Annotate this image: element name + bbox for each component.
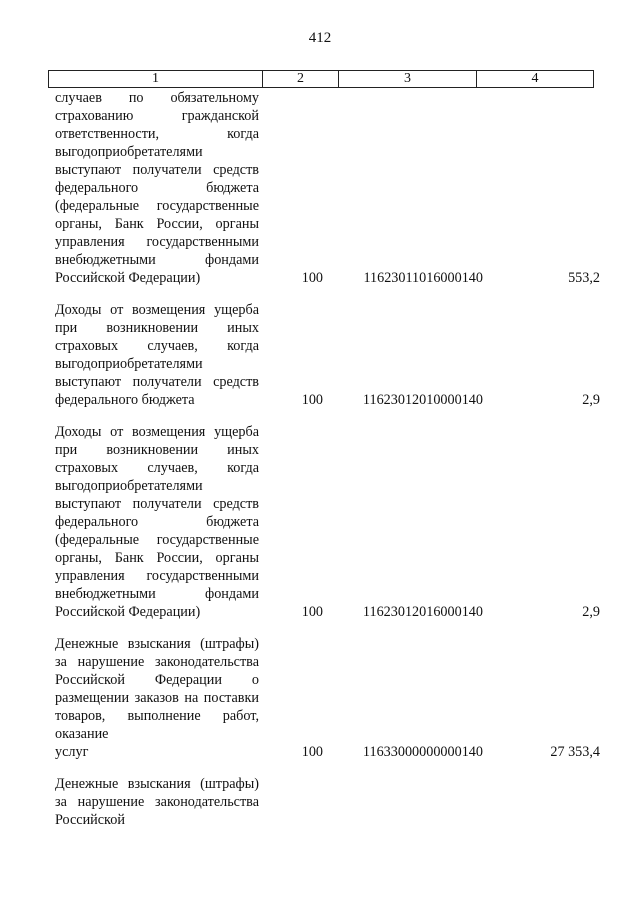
header-col-3: 3 <box>339 71 477 87</box>
table-header <box>48 70 594 88</box>
row-admin-code: 100 <box>301 270 323 286</box>
table-row <box>55 635 600 761</box>
row-kbk-code: 11633000000000140 <box>362 744 483 760</box>
header-col-4: 4 <box>531 71 539 86</box>
page-number: 412 <box>308 30 332 46</box>
row-admin-code: 100 <box>301 604 323 620</box>
row-description <box>55 775 259 829</box>
row-description-last-line: Российской Федерации) <box>55 604 201 620</box>
row-description-text: Доходы от возмещения ущерба при возникновении иных страховых случаев, когда выгодоприобретателями выступают получатели средств <box>55 302 259 390</box>
row-description-text: Денежные взыскания (штрафы) за нарушение законодательства Российской Федерации о размещении заказов на поставки товаров, выполнение работ, оказание <box>55 636 259 742</box>
table-row <box>55 775 600 829</box>
row-admin-code: 100 <box>301 744 323 760</box>
row-description <box>55 89 259 287</box>
row-amount: 27 353,4 <box>550 744 600 760</box>
row-admin-code: 100 <box>301 392 323 408</box>
row-description-text: Доходы от возмещения ущерба при возникновении иных страховых случаев, когда выгодоприобретателями выступают получатели средств федерального бюджета (федеральные государственные органы, Банк России, органы управления государственными внебюджетными фондами <box>55 424 259 602</box>
row-kbk-code: 11623012016000140 <box>362 604 483 620</box>
row-description-text: случаев по обязательному страхованию гражданской ответственности, когда выгодоприобретателями выступают получатели средств федерального бюджета (федеральные государственные органы, Банк России, органы управления государственными внебюджетными фондами <box>55 90 259 268</box>
header-col-1: 1 <box>49 71 263 87</box>
table-row <box>55 301 600 409</box>
table-body <box>55 89 600 843</box>
row-description-last-line: федерального бюджета <box>55 392 195 408</box>
table-row <box>55 89 600 287</box>
row-amount: 2,9 <box>582 604 600 620</box>
row-kbk-code: 11623012010000140 <box>362 392 483 408</box>
row-amount: 553,2 <box>568 270 600 286</box>
row-description-last-line: услуг <box>55 744 89 760</box>
row-description-last-line: Российской Федерации) <box>55 270 201 286</box>
row-description-text: Денежные взыскания (штрафы) за нарушение законодательства Российской <box>55 776 259 828</box>
table-row <box>55 423 600 621</box>
header-col-2: 2 <box>263 71 339 87</box>
row-amount: 2,9 <box>582 392 600 408</box>
row-kbk-code: 11623011016000140 <box>363 270 483 286</box>
row-description <box>55 301 259 409</box>
row-description <box>55 423 259 621</box>
row-description <box>55 635 259 761</box>
